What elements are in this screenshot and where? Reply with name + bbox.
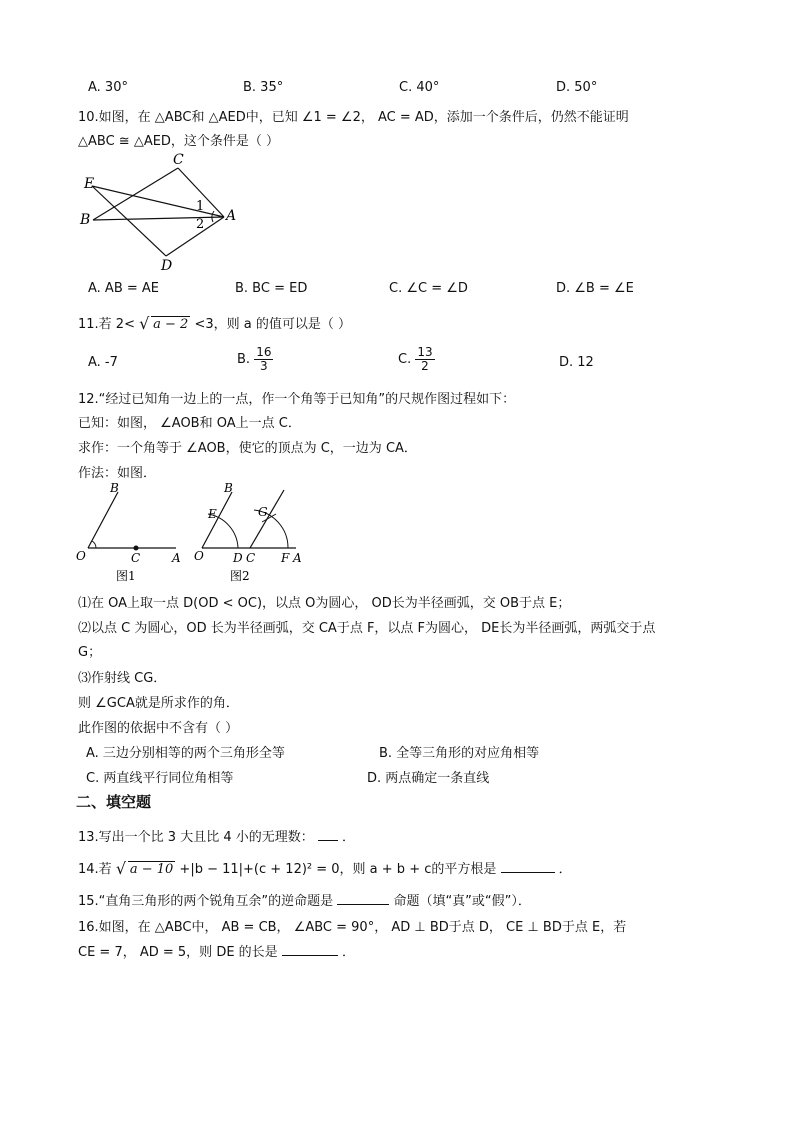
q12-option-b: B. 全等三角形的对应角相等 xyxy=(379,746,540,761)
q12-fig2-label-f: F xyxy=(281,551,290,565)
q10-stem-line2: △ABC ≅ △AED，这个条件是（ ） xyxy=(78,134,280,149)
q10-label-e: E xyxy=(84,176,95,192)
q12-fig1-caption: 图1 xyxy=(116,569,136,583)
q10-option-b: B. BC = ED xyxy=(235,281,308,296)
q12-known: 已知：如图， ∠AOB和 OA上一点 C． xyxy=(78,416,301,431)
q12-option-c: C. 两直线平行同位角相等 xyxy=(86,771,234,786)
q12-fig2-caption: 图2 xyxy=(230,569,250,583)
q16-answer-blank[interactable] xyxy=(282,943,338,956)
q14-prefix: 14.若 xyxy=(78,862,112,877)
q10-figure xyxy=(78,150,248,275)
q11-radical: √ a − 2 xyxy=(139,314,189,333)
q11-radicand: a − 2 xyxy=(153,317,189,332)
q10-option-a: A. AB = AE xyxy=(88,281,160,296)
q14-radical: √ a − 10 xyxy=(115,859,174,878)
q12-option-d: D. 两点确定一条直线 xyxy=(367,771,490,786)
q16-end: ． xyxy=(341,945,355,960)
q12-step2-line2: G； xyxy=(78,645,102,660)
q12-step2-line1: ⑵以点 C 为圆心，OD 长为半径画弧，交 CA于点 F，以点 F为圆心， DE长为半径画弧，两弧交于点 xyxy=(78,621,656,636)
q9-option-c: C. 40° xyxy=(399,80,440,95)
q14-line xyxy=(78,858,572,877)
q12-fig2-label-a: A xyxy=(293,551,302,565)
q10-label-1: 1 xyxy=(196,199,205,214)
q12-fig1-label-o: O xyxy=(76,549,86,563)
q10-label-b: B xyxy=(80,212,91,228)
q10-label-2: 2 xyxy=(196,217,205,232)
q10-option-c: C. ∠C = ∠D xyxy=(389,281,468,296)
q11-option-a: A. -7 xyxy=(88,355,118,370)
q12-method: 作法：如图． xyxy=(78,466,157,481)
q11-suffix: <3，则 a 的值可以是（ ） xyxy=(194,317,351,332)
q10-option-d: D. ∠B = ∠E xyxy=(556,281,634,296)
q11-prefix: 11.若 2< xyxy=(78,317,135,332)
q10-stem-line1: 10.如图，在 △ABC和 △AED中，已知 ∠1 = ∠2， AC = AD，添加一个条件后，仍然不能证明 xyxy=(78,110,629,125)
q16-line2 xyxy=(78,941,355,960)
q14-answer-blank[interactable] xyxy=(501,860,555,873)
q11-option-d: D. 12 xyxy=(559,355,594,370)
q16-line2-text: CE = 7， AD = 5，则 DE 的长是 xyxy=(78,945,278,960)
q12-stem: 12.“经过已知角一边上的一点，作一个角等于已知角”的尺规作图过程如下： xyxy=(78,392,516,407)
q9-option-b: B. 35° xyxy=(243,80,284,95)
q15-line xyxy=(78,890,531,909)
q12-fig2-label-o: O xyxy=(194,549,204,563)
q10-label-a: A xyxy=(226,208,237,224)
section-title: 二、填空题 xyxy=(76,793,152,811)
q10-label-d: D xyxy=(161,258,173,274)
q12-figures xyxy=(74,480,314,588)
q10-label-c: C xyxy=(173,152,184,168)
q13-answer-blank[interactable] xyxy=(318,828,338,841)
q9-option-a: A. 30° xyxy=(88,80,128,95)
q12-fig1-label-a: A xyxy=(172,551,181,565)
q12-fig1-label-b: B xyxy=(110,481,119,495)
q11-stem xyxy=(78,313,351,332)
q11-option-b: B. $\frac{16}{3}$ xyxy=(237,345,272,373)
q13-line xyxy=(78,826,355,845)
q12-find: 求作：一个角等于 ∠AOB，使它的顶点为 C，一边为 CA． xyxy=(78,441,417,456)
q9-option-d: D. 50° xyxy=(556,80,598,95)
q12-option-a: A. 三边分别相等的两个三角形全等 xyxy=(86,746,285,761)
q16-line1: 16.如图，在 △ABC中， AB = CB， ∠ABC = 90°， AD ⊥ BD于点 D， CE ⊥ BD于点 E，若 xyxy=(78,920,627,935)
q12-fig2-label-d: D xyxy=(233,551,243,565)
q12-question: 此作图的依据中不含有（ ） xyxy=(78,721,239,736)
q14-rest: +|b − 11|+(c + 12)² = 0，则 a + b + c的平方根是 xyxy=(179,862,497,877)
q13-end: ． xyxy=(342,830,356,845)
q12-fig2-label-e: E xyxy=(208,507,217,521)
q14-end: ． xyxy=(558,862,572,877)
q12-then: 则 ∠GCA就是所求作的角． xyxy=(78,696,239,711)
q15-suffix: 命题（填“真”或“假”）． xyxy=(393,894,531,909)
q12-step3: ⑶作射线 CG． xyxy=(78,671,167,686)
q12-fig2-label-b: B xyxy=(224,481,233,495)
q12-step1: ⑴在 OA上取一点 D(OD < OC)，以点 O为圆心， OD长为半径画弧，交 OB于点 E； xyxy=(78,596,571,611)
q13-text: 13.写出一个比 3 大且比 4 小的无理数： xyxy=(78,830,314,845)
q12-fig1-label-c: C xyxy=(131,551,141,565)
q12-fig2-label-g: G xyxy=(258,505,268,519)
q15-prefix: 15.“直角三角形的两个锐角互余”的逆命题是 xyxy=(78,894,334,909)
q15-answer-blank[interactable] xyxy=(337,892,389,905)
q11-option-c: C. $\frac{13}{2}$ xyxy=(398,345,433,373)
q12-fig2-label-c: C xyxy=(246,551,256,565)
q14-radicand: a − 10 xyxy=(129,862,174,877)
